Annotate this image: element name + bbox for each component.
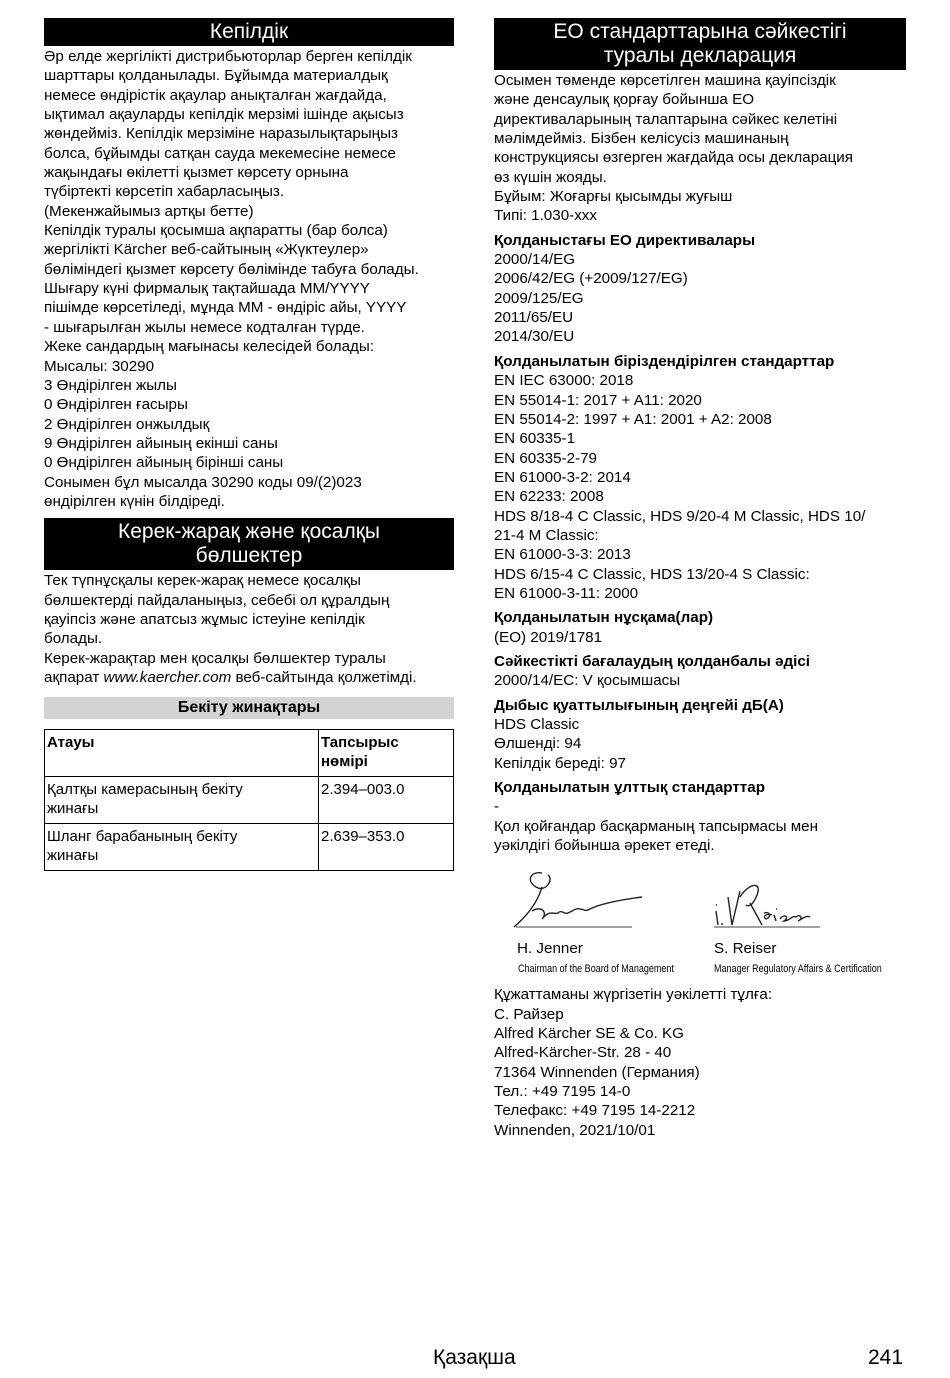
- text-line: қауіпсіз және апатсыз жұмыс істеуіне кепілдік: [44, 610, 365, 628]
- text-line: жақындағы өкілетті қызмет көрсету орнына: [44, 164, 349, 182]
- table-row: [45, 777, 454, 824]
- text-line: конструкциясы өзгерген жағдайда осы декларация: [494, 149, 853, 167]
- warranty-heading: [44, 18, 454, 46]
- text-line: Alfred-Kärcher-Str. 28 - 40: [494, 1044, 672, 1062]
- text-line: Сонымен бұл мысалда 30290 коды 09/(2)023: [44, 473, 362, 491]
- text-line: Осымен төменде көрсетілген машина қауіпсіздік: [494, 72, 836, 89]
- cell-name: [45, 777, 319, 824]
- text-line: өндірілген күнін білдіреді.: [44, 492, 225, 510]
- text-fragment: ақпарат: [44, 668, 104, 686]
- text-line: мәлімдейміз. Бізбен келісусіз машинаның: [494, 130, 789, 148]
- declaration-heading: [494, 18, 906, 70]
- text-line: өз күшін жояды.: [494, 168, 607, 186]
- text-line: Типі: 1.030-xxx: [494, 207, 597, 225]
- assessment-heading: Сәйкестікті бағалаудың қолданбалы әдісі: [494, 652, 810, 670]
- text-line: болса, бұйымды сатқан сауда мекемесіне немесе: [44, 144, 396, 162]
- text-line: Кепілдік туралы қосымша ақпаратты (бар болса): [44, 222, 388, 240]
- text-line: 71364 Winnenden (Германия): [494, 1063, 700, 1081]
- text-line: бөлшектерді пайдаланыңыз, себебі ол құралдың: [44, 591, 390, 609]
- text-line: жөндейміз. Кепілдік мерзіміне наразылықтарыңыз: [44, 125, 398, 143]
- warranty-text: [44, 47, 454, 511]
- standards-heading: Қолданылатын біріздендірілген стандарттар: [494, 352, 835, 370]
- text-line: Мысалы: 30290: [44, 357, 155, 375]
- text-line: жергілікті Kärcher веб-сайтының «Жүктеулер»: [44, 241, 369, 259]
- list-item: (ЕО) 2019/1781: [494, 628, 603, 646]
- header-line: Тапсырыс: [321, 734, 399, 752]
- list-item: 2009/125/EG: [494, 289, 584, 307]
- cell-line: Шланг барабанының бекіту: [47, 828, 238, 846]
- guidelines-heading: Қолданылатын нұсқама(лар): [494, 609, 714, 627]
- text-line: - шығарылған жылы немесе кодталған түрде.: [44, 318, 365, 336]
- signatory-name: H. Jenner: [517, 940, 583, 958]
- text-line: немесе өндірістік ақаулар анықталған жағдайда,: [44, 86, 387, 104]
- table-header-row: [45, 730, 454, 777]
- accessories-title-line: бөлшектер: [195, 544, 303, 568]
- list-item: 2011/65/EU: [494, 309, 574, 327]
- declaration-title-line: ЕО стандарттарына сәйкестігі: [553, 20, 847, 43]
- text-line: Тел.: +49 7195 14-0: [494, 1083, 631, 1101]
- text-line: Құжаттаманы жүргізетін уәкілетті тұлға:: [494, 986, 773, 1004]
- signatory-name: S. Reiser: [714, 940, 777, 958]
- text-line: Керек-жарақтар мен қосалқы бөлшектер туралы: [44, 649, 386, 667]
- text-line: түбіртекті көрсетіп хабарласыңыз.: [44, 183, 285, 201]
- text-line: (Мекенжайымыз артқы бетте): [44, 202, 254, 220]
- text-line: уәкілдігі бойынша әрекет етеді.: [494, 837, 715, 855]
- text-line: Бұйым: Жоғарғы қысымды жуғыш: [494, 188, 733, 206]
- cell-name: [45, 824, 319, 871]
- text-line: С. Райзер: [494, 1005, 564, 1023]
- accessories-text: [44, 571, 454, 687]
- cell-line: жинағы: [47, 800, 99, 818]
- warranty-title: Кепілдік: [209, 20, 289, 43]
- noise-heading: Дыбыс қуаттылығының деңгейі дБ(А): [494, 696, 784, 714]
- list-item: 2006/42/EG (+2009/127/EG): [494, 270, 688, 288]
- text-line: [44, 668, 454, 687]
- declaration-intro: [494, 71, 906, 226]
- list-item: EN 61000-3-3: 2013: [494, 546, 631, 564]
- kits-heading: Бекіту жинақтары: [44, 697, 454, 719]
- text-line: 0 Өндірілген айының бірінші саны: [44, 454, 284, 472]
- text-line: шарттары қолданылады. Бұйымда материалдық: [44, 67, 388, 85]
- text-line: және денсаулық қорғау бойынша ЕО: [494, 91, 755, 109]
- list-item: EN 60335-1: [494, 430, 576, 448]
- page-number: 241: [868, 1346, 904, 1369]
- signatory-title: Chairman of the Board of Management: [518, 963, 674, 976]
- list-item: 21-4 M Classic:: [494, 526, 599, 544]
- column-header-name: Атауы: [45, 730, 319, 777]
- list-item: -: [494, 798, 500, 816]
- text-fragment: веб-сайтында қолжетімді.: [231, 668, 417, 686]
- standards-list: [494, 371, 906, 603]
- signature-block: [494, 863, 906, 975]
- cell-line: Қалтқы камерасының бекіту: [47, 781, 243, 799]
- cell-order: 2.639–353.0: [319, 824, 454, 871]
- text-line: 0 Өндірілген ғасыры: [44, 396, 188, 414]
- text-line: Шығару күні фирмалық тақтайшада MM/YYYY: [44, 280, 370, 298]
- contact-block: [494, 985, 906, 1140]
- text-line: Тек түпнұсқалы керек-жарақ немесе қосалқы: [44, 572, 361, 590]
- header-line: нөмірі: [321, 753, 368, 771]
- list-item: 2000/14/EC: V қосымшасы: [494, 672, 681, 690]
- list-item: HDS 6/15-4 C Classic, HDS 13/20-4 S Classic:: [494, 565, 810, 583]
- text-line: бөліміндегі қызмет көрсету бөлімінде табуға болады.: [44, 260, 419, 278]
- list-item: EN IEC 63000: 2018: [494, 372, 634, 390]
- footer-language: Қазақша: [433, 1346, 516, 1369]
- list-item: EN 61000-3-11: 2000: [494, 584, 639, 602]
- list-item: EN 62233: 2008: [494, 488, 604, 506]
- list-item: 2000/14/EG: [494, 251, 576, 269]
- list-item: 2014/30/EU: [494, 328, 575, 346]
- list-item: HDS 8/18-4 C Classic, HDS 9/20-4 M Classic, HDS 10/: [494, 507, 866, 525]
- kits-table: [44, 729, 454, 871]
- declaration-title-line: туралы декларация: [603, 44, 797, 67]
- signatory-title: Manager Regulatory Affairs & Certification: [714, 963, 882, 976]
- text-line: 3 Өндірілген жылы: [44, 376, 177, 394]
- text-line: 2 Өндірілген онжылдық: [44, 415, 210, 433]
- text-line: Телефакс: +49 7195 14-2212: [494, 1102, 696, 1120]
- website-link[interactable]: www.kaercher.com: [103, 668, 232, 686]
- text-line: Қол қойғандар басқарманың тапсырмасы мен: [494, 817, 818, 835]
- directives-heading: Қолданыстағы ЕО директивалары: [494, 231, 756, 249]
- right-column: [494, 18, 906, 1140]
- national-list: [494, 797, 906, 855]
- list-item: EN 60335-2-79: [494, 449, 598, 467]
- cell-order: 2.394–003.0: [319, 777, 454, 824]
- national-heading: Қолданылатын ұлттық стандарттар: [494, 779, 765, 797]
- list-item: Өлшенді: 94: [494, 735, 582, 753]
- list-item: Кепілдік береді: 97: [494, 754, 626, 772]
- left-column: [44, 18, 454, 871]
- text-line: Жеке сандардың мағынасы келесідей болады:: [44, 338, 375, 356]
- reiser-signature: [710, 867, 830, 939]
- text-line: 9 Өндірілген айының екінші саны: [44, 434, 278, 452]
- list-item: EN 55014-2: 1997 + A1: 2001 + A2: 2008: [494, 410, 772, 428]
- text-line: болады.: [44, 630, 103, 648]
- jenner-signature: [502, 867, 652, 939]
- list-item: EN 61000-3-2: 2014: [494, 468, 631, 486]
- list-item: HDS Classic: [494, 716, 580, 733]
- table-row: [45, 824, 454, 871]
- column-header-order: [319, 730, 454, 777]
- text-line: директиваларының талаптарына сәйкес келетіні: [494, 110, 838, 128]
- cell-line: жинағы: [47, 847, 99, 865]
- accessories-heading: [44, 518, 454, 570]
- noise-list: [494, 715, 906, 773]
- text-line: пішімде көрсетіледі, мұнда MM - өндіріс айы, YYYY: [44, 299, 407, 317]
- text-line: Winnenden, 2021/10/01: [494, 1121, 656, 1139]
- text-line: ықтимал ақауларды кепілдік мерзімі ішінде ақысыз: [44, 106, 404, 124]
- text-line: Әр елде жергілікті дистрибьюторлар берген кепілдік: [44, 48, 412, 65]
- directives-list: [494, 250, 906, 347]
- text-line: Alfred Kärcher SE & Co. KG: [494, 1025, 684, 1043]
- accessories-title-line: Керек-жарақ және қосалқы: [118, 520, 380, 544]
- list-item: EN 55014-1: 2017 + A11: 2020: [494, 391, 702, 409]
